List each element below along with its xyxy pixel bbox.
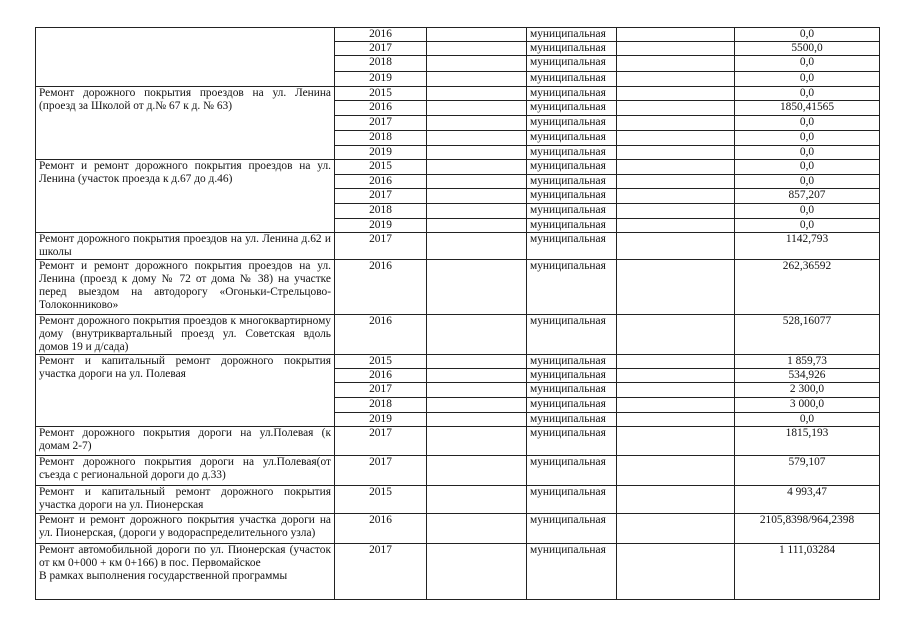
amount-cell: 1 859,73: [735, 355, 880, 369]
blank-cell: [427, 369, 527, 383]
blank-cell: [617, 514, 735, 544]
blank-cell: [617, 369, 735, 383]
blank-cell: [427, 131, 527, 146]
work-name-cell: [36, 315, 335, 355]
funding-type-cell: муниципальная: [527, 219, 617, 233]
table-row: [36, 544, 880, 600]
funding-type-cell: муниципальная: [527, 456, 617, 486]
amount-cell: 0,0: [735, 160, 880, 175]
blank-cell: [427, 189, 527, 204]
work-name-cell: [36, 544, 335, 600]
blank-cell: [427, 456, 527, 486]
blank-cell: [427, 427, 527, 456]
blank-cell: [427, 219, 527, 233]
funding-type-cell: муниципальная: [527, 28, 617, 42]
work-name: Ремонт и ремонт дорожного покрытия проездов на ул. Ленина (участок проезда к д.67 до д.46): [39, 160, 331, 185]
table-row: [36, 28, 880, 42]
funding-type-cell: муниципальная: [527, 260, 617, 315]
year-cell: 2015: [335, 160, 427, 175]
amount-cell: 1 111,03284: [735, 544, 880, 600]
funding-type-cell: муниципальная: [527, 315, 617, 355]
amount-cell: 0,0: [735, 116, 880, 131]
amount-cell: 0,0: [735, 87, 880, 101]
amount-cell: 534,926: [735, 369, 880, 383]
work-name-cell: [36, 260, 335, 315]
table-row: [36, 160, 880, 175]
year-cell: 2016: [335, 28, 427, 42]
amount-cell: 857,207: [735, 189, 880, 204]
work-name: Ремонт дорожного покрытия дороги на ул.Полевая(от съезда с региональной дороги до д.33): [39, 456, 331, 481]
year-cell: 2019: [335, 219, 427, 233]
blank-cell: [427, 398, 527, 413]
budget-table: [35, 27, 880, 600]
work-name-cell: [36, 233, 335, 260]
amount-cell: 579,107: [735, 456, 880, 486]
year-cell: 2016: [335, 514, 427, 544]
year-cell: 2016: [335, 175, 427, 189]
year-cell: 2019: [335, 413, 427, 427]
blank-cell: [427, 383, 527, 398]
blank-cell: [617, 355, 735, 369]
blank-cell: [617, 383, 735, 398]
amount-cell: 2 300,0: [735, 383, 880, 398]
blank-cell: [427, 315, 527, 355]
blank-cell: [427, 486, 527, 514]
year-cell: 2015: [335, 486, 427, 514]
funding-type-cell: муниципальная: [527, 369, 617, 383]
funding-type-cell: муниципальная: [527, 56, 617, 72]
blank-cell: [427, 413, 527, 427]
funding-type-cell: муниципальная: [527, 204, 617, 219]
blank-cell: [617, 233, 735, 260]
work-name: Ремонт дорожного покрытия проездов на ул. Ленина д.62 и школы: [39, 233, 331, 258]
work-name: Ремонт дорожного покрытия дороги на ул.Полевая (к домам 2-7): [39, 427, 331, 452]
work-name: Ремонт и ремонт дорожного покрытия проездов на ул. Ленина (проезд к дому № 72 от дома № 38) на участке перед выездом на автодорогу «Огоньки-Стрельцово-Толоконниково»: [39, 260, 331, 311]
funding-type-cell: муниципальная: [527, 398, 617, 413]
funding-type-cell: муниципальная: [527, 131, 617, 146]
blank-cell: [617, 219, 735, 233]
blank-cell: [427, 72, 527, 87]
blank-cell: [427, 146, 527, 160]
work-name: Ремонт и капитальный ремонт дорожного покрытия участка дороги на ул. Пионерская: [39, 486, 331, 511]
work-name-cell: [36, 160, 335, 233]
table-row: [36, 233, 880, 260]
amount-cell: 2105,8398/964,2398: [735, 514, 880, 544]
table-row: [36, 355, 880, 369]
funding-type-cell: муниципальная: [527, 116, 617, 131]
blank-cell: [617, 189, 735, 204]
table-row: [36, 315, 880, 355]
funding-type-cell: муниципальная: [527, 72, 617, 87]
funding-type-cell: муниципальная: [527, 383, 617, 398]
blank-cell: [617, 160, 735, 175]
blank-cell: [617, 315, 735, 355]
blank-cell: [427, 260, 527, 315]
year-cell: 2019: [335, 72, 427, 87]
funding-type-cell: муниципальная: [527, 486, 617, 514]
work-name: Ремонт автомобильной дороги по ул. Пионерская (участок от км 0+000 + км 0+166) в пос. Первомайское: [39, 544, 331, 569]
year-cell: 2016: [335, 369, 427, 383]
amount-cell: 5500,0: [735, 42, 880, 56]
funding-type-cell: муниципальная: [527, 101, 617, 116]
blank-cell: [617, 398, 735, 413]
table-row: [36, 486, 880, 514]
year-cell: 2016: [335, 260, 427, 315]
work-name-cell: [36, 486, 335, 514]
blank-cell: [427, 116, 527, 131]
blank-cell: [617, 456, 735, 486]
year-cell: 2017: [335, 116, 427, 131]
amount-cell: 0,0: [735, 146, 880, 160]
funding-type-cell: муниципальная: [527, 175, 617, 189]
funding-type-cell: муниципальная: [527, 87, 617, 101]
blank-cell: [617, 72, 735, 87]
amount-cell: 0,0: [735, 175, 880, 189]
funding-type-cell: муниципальная: [527, 146, 617, 160]
blank-cell: [427, 56, 527, 72]
work-name-cell: [36, 355, 335, 427]
blank-cell: [427, 233, 527, 260]
blank-cell: [427, 514, 527, 544]
blank-cell: [427, 87, 527, 101]
year-cell: 2016: [335, 315, 427, 355]
work-name-cell: [36, 28, 335, 87]
table-row: [36, 514, 880, 544]
blank-cell: [617, 175, 735, 189]
year-cell: 2017: [335, 427, 427, 456]
blank-cell: [617, 42, 735, 56]
year-cell: 2017: [335, 233, 427, 260]
year-cell: 2016: [335, 101, 427, 116]
work-name: Ремонт дорожного покрытия проездов на ул. Ленина (проезд за Школой от д.№ 67 к д. № 63): [39, 87, 331, 112]
amount-cell: 0,0: [735, 204, 880, 219]
year-cell: 2017: [335, 383, 427, 398]
blank-cell: [617, 131, 735, 146]
blank-cell: [617, 413, 735, 427]
blank-cell: [617, 28, 735, 42]
year-cell: 2017: [335, 456, 427, 486]
blank-cell: [427, 544, 527, 600]
blank-cell: [427, 101, 527, 116]
blank-cell: [427, 28, 527, 42]
amount-cell: 528,16077: [735, 315, 880, 355]
blank-cell: [617, 101, 735, 116]
amount-cell: 3 000,0: [735, 398, 880, 413]
amount-cell: 0,0: [735, 28, 880, 42]
blank-cell: [617, 87, 735, 101]
blank-cell: [427, 204, 527, 219]
blank-cell: [617, 116, 735, 131]
year-cell: 2017: [335, 544, 427, 600]
year-cell: 2017: [335, 42, 427, 56]
work-name-cell: [36, 514, 335, 544]
amount-cell: 262,36592: [735, 260, 880, 315]
amount-cell: 0,0: [735, 131, 880, 146]
blank-cell: [427, 160, 527, 175]
year-cell: 2018: [335, 56, 427, 72]
amount-cell: 1815,193: [735, 427, 880, 456]
blank-cell: [617, 544, 735, 600]
work-name-cell: [36, 427, 335, 456]
table-row: [36, 260, 880, 315]
year-cell: 2019: [335, 146, 427, 160]
year-cell: 2018: [335, 204, 427, 219]
funding-type-cell: муниципальная: [527, 413, 617, 427]
funding-type-cell: муниципальная: [527, 233, 617, 260]
amount-cell: 4 993,47: [735, 486, 880, 514]
work-name: Ремонт дорожного покрытия проездов к многоквартирному дому (внутриквартальный проезд ул. Советская вдоль домов 19 и д/сада): [39, 315, 331, 353]
work-name-cell: [36, 87, 335, 160]
year-cell: 2018: [335, 398, 427, 413]
funding-type-cell: муниципальная: [527, 427, 617, 456]
amount-cell: 0,0: [735, 72, 880, 87]
amount-cell: 1850,41565: [735, 101, 880, 116]
funding-type-cell: муниципальная: [527, 544, 617, 600]
work-name: Ремонт и ремонт дорожного покрытия участка дороги на ул. Пионерская, (дороги у водораспределительного узла): [39, 514, 331, 539]
amount-cell: 0,0: [735, 56, 880, 72]
funding-type-cell: муниципальная: [527, 42, 617, 56]
year-cell: 2015: [335, 355, 427, 369]
blank-cell: [617, 204, 735, 219]
amount-cell: 0,0: [735, 219, 880, 233]
year-cell: 2017: [335, 189, 427, 204]
blank-cell: [427, 175, 527, 189]
table-row: [36, 427, 880, 456]
year-cell: 2018: [335, 131, 427, 146]
amount-cell: 1142,793: [735, 233, 880, 260]
work-name: Ремонт и капитальный ремонт дорожного покрытия участка дороги на ул. Полевая: [39, 355, 331, 380]
blank-cell: [427, 42, 527, 56]
blank-cell: [617, 427, 735, 456]
table-row: [36, 87, 880, 101]
program-note: В рамках выполнения государственной программы: [39, 570, 288, 582]
blank-cell: [617, 486, 735, 514]
funding-type-cell: муниципальная: [527, 160, 617, 175]
funding-type-cell: муниципальная: [527, 189, 617, 204]
amount-cell: 0,0: [735, 413, 880, 427]
funding-type-cell: муниципальная: [527, 355, 617, 369]
funding-type-cell: муниципальная: [527, 514, 617, 544]
year-cell: 2015: [335, 87, 427, 101]
table-row: [36, 456, 880, 486]
blank-cell: [617, 146, 735, 160]
work-name-cell: [36, 456, 335, 486]
blank-cell: [617, 56, 735, 72]
blank-cell: [617, 260, 735, 315]
blank-cell: [427, 355, 527, 369]
